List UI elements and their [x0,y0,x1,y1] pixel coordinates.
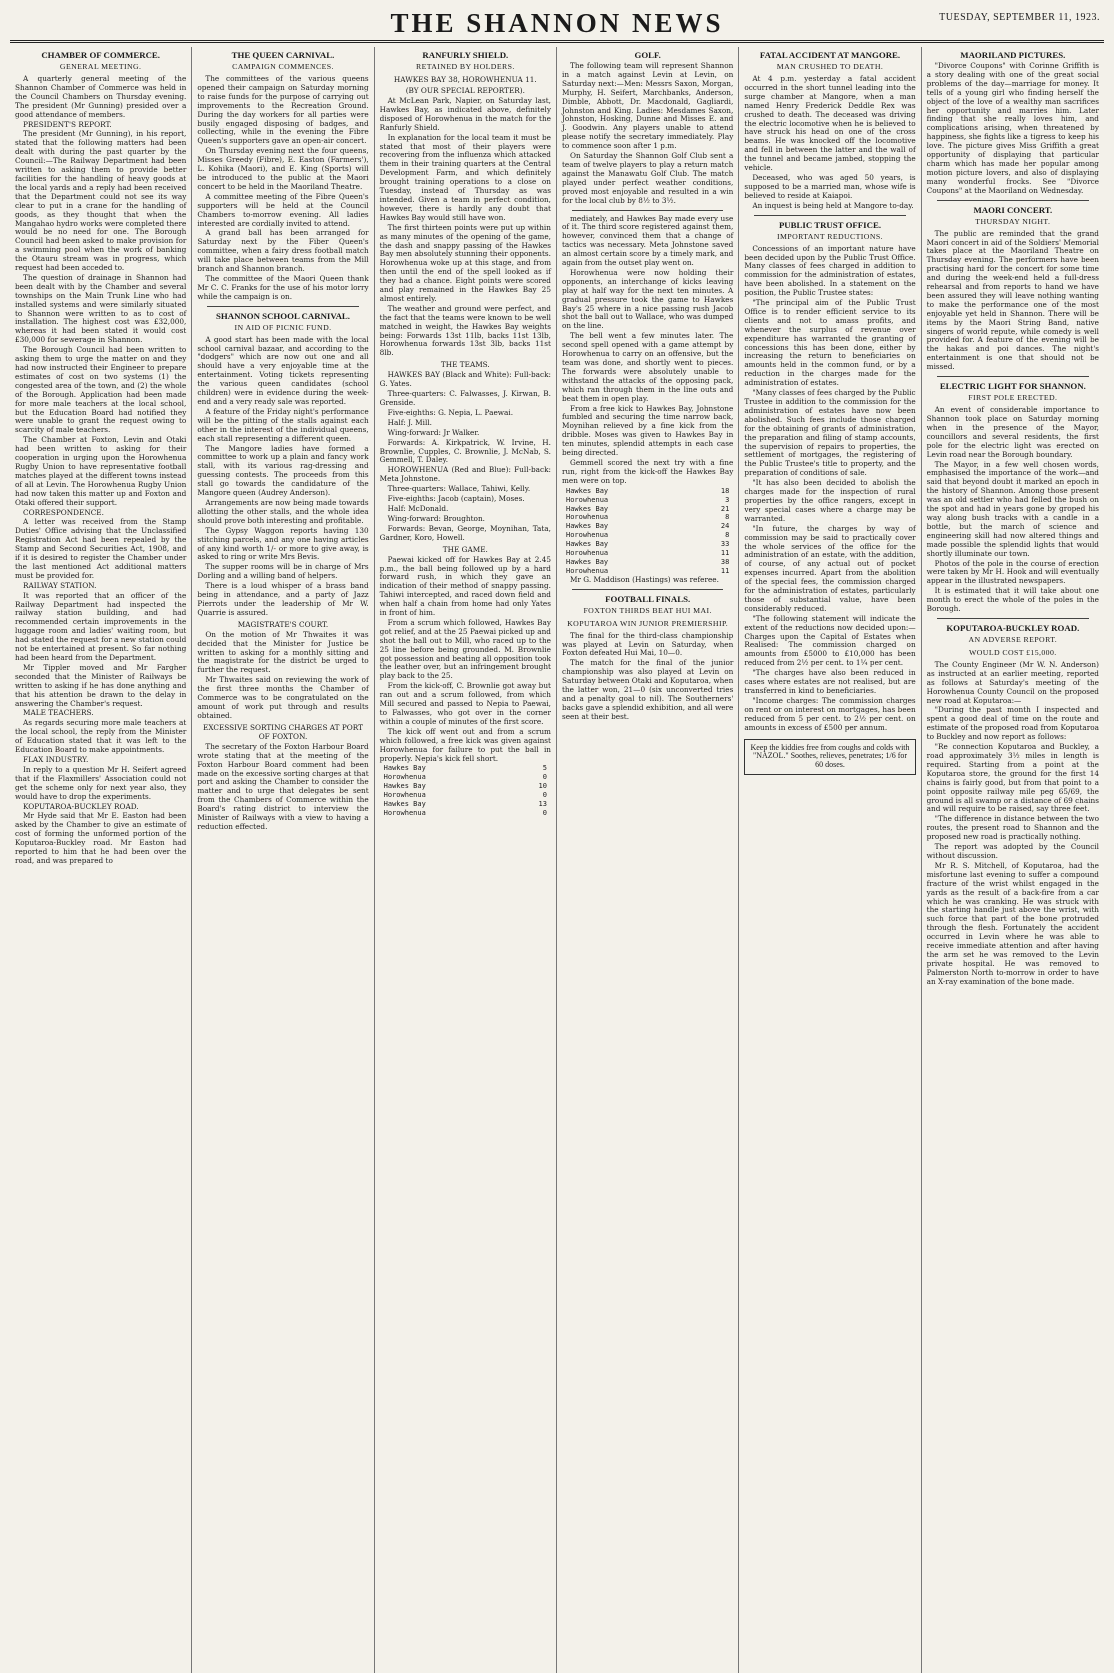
score-team: Hawkes Bay [565,522,609,531]
score-row [562,505,733,514]
divider [937,376,1089,377]
score-points: 33 [720,540,730,549]
article-headline: FOOTBALL FINALS. [605,593,691,604]
paragraph: Paewai kicked off for Hawkes Bay at 2.45 p.m., the ball being followed up by a hard forward rush, in which they gave an indication of their method of snappy passing. Tahiwi intercepted, and raced down field and when half a chain from home had only Yates in front of him. [379,554,551,618]
divider [572,210,723,211]
article-body [197,631,368,721]
score-table [380,764,551,817]
paragraph: Wing-forward: Broughton. [387,513,485,523]
article-headline: ELECTRIC LIGHT FOR SHANNON. [939,381,1086,392]
article-body [197,743,368,832]
article-body [197,75,368,302]
article-subhead: KOPUTAROA WIN JUNIOR PREMIERSHIP. [567,618,729,628]
divider [937,618,1089,619]
article-body [380,97,551,358]
paragraph: The first thirteen points were put up within as many minutes of the opening of the game, the dash and snappy passing of the Hawkes Bay men absolutely stunning their opponents. Horowhenua woke up at this stage, and from then until the end of the spell looked as if they had a chance. Eight points were scored and play remained in the Hawkes Bay 25 almost entirely. [379,222,551,303]
score-row [562,558,733,567]
paragraph: Mr Hyde said that Mr E. Easton had been asked by the Chamber to give an estimate of cost of forming the unformed portion of the Koputaroa-Buckley road. Mr Easton had reported to him that he had been over the road, and was prepared to [15,811,187,865]
score-row [380,791,551,800]
article-body [562,632,733,722]
paragraph: The match for the final of the junior championship was also played at Levin on Saturday between Otaki and Koputaroa, when the latter won, 21—0 (six unconverted tries and a penalty goal to nil). The Southerners' backs gave a splendid exhibition, and all were seen at their best. [561,658,734,721]
section-subhead: THE GAME. [442,544,488,554]
divider [572,589,723,590]
paragraph: The president (Mr Gunning), in his report, stated that the following matters had been dealt with during the past quarter by the Council:—The Railway Department had been written to asking them to provide better facilities for the handling of heavy goods at the local yards and a reply had been received that the Department could not see its way clear to put in a crane for the handling of goods, as they thought that when the Mangahao hydro works were completed there would be no need for one. The Borough Council had been asked to make provision for a swimming pool when the work of banking the Otauru stream was in progress, which request had been acceded to. [15,129,187,273]
paragraph: Mr Tippler moved and Mr Fargher seconded that the Minister of Railways be written to asking if he has done anything and that his attention be drawn to the delay in answering the Chamber's request. [15,662,187,708]
paragraph: Half: McDonald. [387,503,449,513]
score-team: Horowhenua [383,773,426,782]
paragraph: "Re connection Koputaroa and Buckley, a road approximately 3½ miles in length is required. Starting from a point at the Koputaroa store, the ground for the first 14 chains is fairly good, but from that point to a point opposite railway mile peg 65/69, the ground is all swamp or a distance of 69 chains and will require to be raised, say three feet. [926,742,1099,814]
score-team: Horowhenua [565,566,609,575]
columns [10,47,1104,1673]
score-team: Hawkes Bay [565,504,609,513]
paragraph: Mr R. S. Mitchell, of Koputaroa, had the misfortune last evening to suffer a compound fracture of the wrist whilst engaged in the yards as the result of a back-fire from a car which he was cranking. He was struck with the starting handle just above the wrist, with such force that part of the bone protruded through the flesh. Fortunately the accident occurred in Levin where he was able to receive immediate attention and after having the arm set he was removed to the Levin private hospital. He was removed to Palmerston North to-morrow in order to have an X-ray examination of the bone made. [926,860,1099,986]
paragraph: An inquest is being held at Mangore to-day. [752,200,914,210]
paragraph: HOROWHENUA (Red and Blue): Full-back: Meta Johnstone. [379,465,551,484]
paragraph: Forwards: Bevan, George, Moynihan, Tata, Gardner, Koro, Howell. [379,523,551,542]
column-5 [739,47,921,1673]
paragraph: The secretary of the Foxton Harbour Board wrote stating that at the meeting of the Foxton Harbour Board comment had been made on the excessive sorting charges at that port and asking the Chamber to consider the matter and to urge that delegates be sent from the Chambers of Commerce within the Board's rating district to interview the Minister of Railways with a view to having a reduction effected. [197,741,369,831]
paragraph: The Mayor, in a few well chosen words, emphasised the importance of the work—and said that beyond doubt it marked an epoch in the history of Shannon. Among those present was an old settler who had felled the bush on the spot and had in years gone by groped his way along bush tracks with a candle in a bottle, but the march of science and engineering skill had now altered things and made possible the splendid lights that would shortly illuminate our town. [926,459,1099,558]
paragraph: From a scrum which followed, Hawkes Bay got relief, and at the 25 Paewai picked up and shot the ball out to Mill, who raced up to the 25 line before being grounded. M. Brownlie got possession and beating all opposition took the leather over, but an infringement brought play back to the 25. [379,617,551,681]
paragraph: The supper rooms will be in charge of Mrs Dorling and a willing band of helpers. [197,562,369,581]
paragraph: HAWKES BAY (Black and White): Full-back: G. Yates. [379,370,551,389]
article-body [927,230,1099,373]
paragraph: A letter was received from the Stamp Duties' Office advising that the Unclassified Registration Act had been repealed by the Stamp and Second Securities Act, 1908, and if it is desired to register the Chamber under the last mentioned Act additional matters must be provided for. [15,517,187,580]
paragraph: Half: J. Mill. [387,417,432,427]
paragraph: "It has also been decided to abolish the charges made for the inspection of rural properties by the office rangers, except in very special cases where a charge may be warranted. [744,478,916,523]
score-points: 0 [542,773,547,782]
divider [754,215,905,216]
column-2 [192,47,374,1673]
score-points: 38 [720,557,730,566]
article-subhead: RETAINED BY HOLDERS. [415,62,515,71]
score-points: 3 [725,495,730,504]
paragraph: Three-quarters: Wallace, Tahiwi, Kelly. [387,484,531,494]
article-body [562,215,733,486]
article-subhead: IMPORTANT REDUCTIONS. [777,231,883,241]
article-headline: SHANNON SCHOOL CARNIVAL. [215,310,350,321]
divider [207,306,358,307]
paragraph: There is a loud whisper of a brass band being in attendance, and a party of Jazz Pierrots under the leadership of Mr W. Quarrie is assured. [197,581,369,617]
column-4 [557,47,739,1673]
article-subhead: MAN CRUSHED TO DEATH. [776,62,884,71]
score-team: Hawkes Bay [565,557,609,566]
article-headline: FATAL ACCIDENT AT MANGORE. [759,50,901,60]
article-subhead: CAMPAIGN COMMENCES. [232,62,334,71]
score-table [562,487,733,576]
paragraph: "The principal aim of the Public Trust Office is to render efficient service to its clients and not to amass profits, and whenever the surplus of revenue over expenditure has warranted the granting of concessions this has been done, either by increasing the return to beneficiaries on amounts held in the common fund, or by a reduction in the charges made for the administration of estates. [744,298,916,388]
article-body [927,661,1099,987]
paragraph: The Borough Council had been written to asking them to urge the matter on and they had now instructed their Engineer to prepare estimates of cost on two systems (1) the congested area of the town, and (2) the whole of the Borough. Application had been made for more male teachers at the local school, but the Education Board had notified they were unable to grant the request owing to scarcity of male teachers. [15,345,187,435]
column-6 [922,47,1104,1673]
issue-date: TUESDAY, SEPTEMBER 11, 1923. [939,12,1100,23]
score-points: 8 [725,531,730,540]
byline: (BY OUR SPECIAL REPORTER). [405,86,525,95]
paragraph: PRESIDENT'S REPORT. [23,119,112,129]
article-body [744,75,915,211]
score-points: 13 [538,800,547,809]
paragraph: FLAX INDUSTRY. [23,754,89,764]
paragraph: On Thursday evening next the four queens, Misses Greedy (Fibre), E. Easton (Farmers'), L. Kohika (Maori), and E. King (Sports) will be introduced to the public at the Maori concert to be held in the Maoriland Theatre. [197,146,369,191]
match-result: HAWKES BAY 38, HOROWHENUA 11. [393,75,537,84]
paragraph: The Gypsy Waggon reports having 130 stitching parcels, and any one having articles of any kind worth 1/- or more to give away, is asked to ring or write Mrs Bevis. [197,525,369,562]
score-row [562,540,733,549]
score-row [562,496,733,505]
paragraph: The bell went a few minutes later. The second spell opened with a game attempt by Horowhenua to carry on an offensive, but the team was done, and shortly went to pieces. The forwards were absolutely unable to withstand the attacks of the opposing pack, which ran through them in the line outs and beat them in open play. [561,331,734,403]
article-body [197,336,368,618]
section-subhead: EXCESSIVE SORTING CHARGES AT PORT OF FOXTON. [203,722,363,741]
paragraph: RAILWAY STATION. [23,580,97,590]
paragraph: The County Engineer (Mr W. N. Anderson) as instructed at an earlier meeting, reported as follows at Saturday's meeting of the Horowhenua County Council on the proposed new road at Koputaroa:— [926,659,1099,705]
paragraph: KOPUTAROA-BUCKLEY ROAD. [23,801,139,811]
column-1 [10,47,192,1673]
paragraph: "Many classes of fees charged by the Public Trustee in addition to the commission for the administration of estates have now been abolished. Such fees include those charged for the obtaining of grants of administration, the preparation and filing of stamp accounts, the supervision of repairs to properties, the settlement of mortgages, the registering of the Public Trustee's title to property, and the preparation of conditions of sale. [744,388,916,478]
paragraph: "The charges have also been reduced in cases where estates are not realised, but are transferred in kind to beneficiaries. [744,668,916,695]
score-team: Hawkes Bay [565,540,609,549]
paragraph: mediately, and Hawkes Bay made every use of it. The third score registered against them, however, convinced them that a change of tactics was necessary. Meta Johnstone saved an almost certain score by a timely mark, and again from the outset play went on. [561,213,734,268]
paragraph: Concessions of an important nature have been decided upon by the Public Trust Office. Many classes of fees charged in addition to commission for the administration of estates, have been abolished. In a statement on the position, the Public Trustee states: [744,243,916,298]
paragraph: Three-quarters: C. Falwasses, J. Kirwan, B. Grenside. [379,389,551,407]
score-team: Hawkes Bay [383,764,426,773]
article-subhead: AN ADVERSE REPORT. [968,634,1058,644]
score-team: Horowhenua [383,808,426,817]
paragraph: The weather and ground were perfect, and the fact that the teams were known to be well matched in weight, the Hawkes Bay weights being: Forwards 13st 11lb, backs 11st 13lb, Horowhenua forwards 13st 3lb, backs 11st 8lb. [379,303,551,358]
section-subhead: THE TEAMS. [440,360,490,370]
paragraph: The committee of the Maori Queen thank Mr C. C. Franks for the use of his motor lorry while the campaign is on. [197,273,369,301]
score-points: 10 [538,782,547,791]
paragraph: Mr Thwaites said on reviewing the work of the first three months the Chamber of Commerce was to be congratulated on the amount of work put through and results obtained. [197,675,369,720]
paragraph: At 4 p.m. yesterday a fatal accident occurred in the short tunnel leading into the surge chamber at Mangore, when a man named Henry Frederick Deddle Rex was crushed to death. The deceased was driving the electric locomotive when he is believed to have struck his head on one of the cross beams. He was knocked off the locomotive and fell in between the latter and the wall of the tunnel and became jambed, stopping the vehicle. [744,74,916,173]
paragraph: From the kick-off, C. Brownlie got away but ran out and a scrum followed, from which Mill secured and passed to Nepia to Paewai, to Falwasses, who got over in the corner within a couple of minutes of the first score. [379,681,551,726]
score-team: Horowhenua [565,495,609,504]
article-body [927,406,1099,614]
paragraph: The Chamber at Foxton, Levin and Otaki had been written to asking for their cooperation in urging upon the Horowhenua Rugby Union to have representative football matches played at the different towns instead of all at Levin. The Horowhenua Rugby Union had now taken this matter up and Foxton and Otaki offered their support. [15,435,187,507]
article-headline: CHAMBER OF COMMERCE. [41,50,160,60]
paragraph: An event of considerable importance to Shannon took place on Saturday morning when in the presence of the Mayor, councillors and several residents, the first pole for the electric light was erected on Levin road near the Borough boundary. [926,405,1099,459]
newspaper-title: THE SHANNON NEWS [390,8,724,38]
score-row [380,800,551,809]
paragraph: Five-eighths: G. Nepia, L. Paewai. [387,407,514,417]
score-row [380,809,551,818]
score-row [380,782,551,791]
paragraph: MALE TEACHERS. [23,708,94,718]
paragraph: A committee meeting of the Fibre Queen's supporters will be held at the Council Chambers to-morrow evening. All ladies interested are cordially invited to attend. [197,191,369,228]
paragraph: On Saturday the Shannon Golf Club sent a team of twelve players to play a return match against the Manawatu Golf Club. The match played under perfect weather conditions, proved most enjoyable and resulted in a win for the local club by 8½ to 3½. [561,151,734,205]
article-headline: MAORILAND PICTURES. [960,50,1066,60]
paragraph: Wing-forward: Jr Walker. [387,427,480,437]
article-body [927,62,1099,196]
score-team: Horowhenua [565,549,609,558]
paragraph: "The following statement will indicate the extent of the reductions now decided upon:—Charges upon the Capital of Estates when Realised: The commission charged on amounts from £5000 to £10,000 has been reduced from 2½ per cent. to 1¼ per cent. [744,613,916,668]
score-row [562,487,733,496]
score-row [562,549,733,558]
paragraph: The kick off went out and from a scrum which followed, a free kick was given against Horowhenua for failure to put the ball in properly. Nepia's kick fell short. [379,726,551,763]
paragraph: The report was adopted by the Council without discussion. [926,842,1099,860]
paragraph: "The difference in distance between the two routes, the present road to Shannon and the proposed new road is practically nothing. [926,814,1099,842]
score-team: Hawkes Bay [383,782,426,791]
article-body [744,245,915,733]
column-3 [375,47,557,1673]
article-subhead: WOULD COST £15,000. [969,647,1057,657]
paragraph: Gemmell scored the next try with a fine run, right from the kick-off the Hawkes Bay men were on top. [561,457,734,485]
article-body [562,62,733,206]
paragraph: Arrangements are now being made towards allotting the other stalls, and the whole idea should prove both interesting and profitable. [197,497,369,525]
article-headline: MAORI CONCERT. [973,204,1053,215]
article-subhead: FOXTON THIRDS BEAT HUI MAI. [583,605,712,615]
score-points: 11 [720,566,730,575]
article-subhead: GENERAL MEETING. [59,62,142,71]
score-points: 21 [720,504,730,513]
article-subhead: IN AID OF PICNIC FUND. [234,322,332,332]
score-row [562,513,733,522]
paragraph: "Divorce Coupons" with Corinne Griffith is a story dealing with one of the great social problems of the day—marriage for money. It tells of a young girl who finding herself the object of the love of a wealthy man sacrifices her opportunity and marries him. Later finding that she really loves him, and complications arising, when threatened by happiness, she fights like a tigress to keep his love. The picture gives Miss Griffith a great opportunity of displaying that particular charm which has made her popular among motion picture lovers, and also of displaying many wonderful frocks. See "Divorce Coupons" at the Maoriland on Wednesday. [926,61,1099,195]
article-body [15,75,186,866]
paragraph: A grand ball has been arranged for Saturday next by the Fiber Queen's committee, when a fairy dress football match will take place between teams from the Mill branch and Shannon branch. [197,228,369,274]
score-points: 24 [720,522,730,531]
paragraph: As regards securing more male teachers at the local school, the reply from the Minister of Education stated that it was left to the Education Board to make appointments. [15,718,187,755]
score-points: 0 [542,791,547,800]
article-headline: THE QUEEN CARNIVAL. [231,50,335,60]
score-team: Horowhenua [383,791,426,800]
paragraph: In explanation for the local team it must be stated that most of their players were recovering from the influenza which attacked them in their training quarters at the Central Development Farm, and which definitely brought training operations to a close on Tuesday, instead of Thursday as was intended. Given a team in perfect condition, however, there is hardly any doubt that Hawkes Bay would still have won. [379,132,551,222]
paragraph: "Income charges: The commission charges on rent or on interest on mortgages, has been reduced from 5 per cent. to 2½ per cent. on amounts in excess of £500 per annum. [744,695,916,732]
score-row [562,522,733,531]
paragraph: A quarterly general meeting of the Shannon Chamber of Commerce was held in the Council Chambers on Thursday evening. The president (Mr Gunning) presided over a good attendance of members. [15,74,187,119]
paragraph: The committees of the various queens opened their campaign on Saturday morning to raise funds for the purpose of carrying out improvements to the Recreation Ground. During the day workers for all parties were busily engaged disposing of badges, and collecting, while in the evening the Fibre Queen's supporters gave an open-air concert. [197,74,369,146]
paragraph: The public are reminded that the grand Maori concert in aid of the Soldiers' Memorial takes place at the Maoriland Theatre on Thursday evening. The performers have been practising hard for the concert for some time and during the week-end held a full-dress rehearsal and from reports to hand we have been assured they will leave nothing wanting to make the performance one of the most enjoyable yet held in Shannon. There will be items by the Maori String Band, native singers of world repute, while comedy is well provided for. A feature of the evening will be the hakas and poi dances. The night's entertainment is one that should not be missed. [926,228,1099,372]
team-list [380,371,551,542]
paragraph: CORRESPONDENCE. [23,507,104,517]
paragraph: At McLean Park, Napier, on Saturday last, Hawkes Bay, as indicated above, definitely disposed of Horowhenua in the match for the Ranfurly Shield. [379,96,551,132]
score-points: 0 [542,808,547,817]
paragraph: Forwards: A. Kirkpatrick, W. Irvine, H. Brownlie, Cupples, C. Brownlie, J. McNab, S. Gemmell, T. Daley. [379,437,551,465]
divider [937,200,1089,201]
score-row [380,773,551,782]
paragraph: Horowhenua were now holding their opponents, an interchange of kicks leaving play at half way for the next ten minutes. A gradual pressure took the game to Hawkes Bay's 25 where in a nice passing rush Jacob shot the ball out to Wallace, who was dumped on the line. [561,267,734,331]
paragraph: The question of drainage in Shannon had been dealt with by the Chamber and several townships on the Main Trunk Line who had installed systems and were similarly situated to Shannon were written to as to cost of installation. The highest cost was £32,000, whereas it had been stated it would cost £30,000 for sewerage in Shannon. [15,272,187,345]
score-team: Horowhenua [565,513,609,522]
score-team: Hawkes Bay [565,486,609,495]
article-headline: RANFURLY SHIELD. [422,50,509,60]
score-team: Hawkes Bay [383,800,426,809]
advertisement: Keep the kiddies free from coughs and colds with "NAZOL." Soothes, relieves, penetrates; 1/6 for 60 doses. [744,739,915,776]
score-row [380,764,551,773]
score-points: 8 [725,513,730,522]
paragraph: It is estimated that it will take about one month to erect the whole of the poles in the Borough. [926,586,1099,614]
referee-line: Mr G. Maddison (Hastings) was referee. [569,574,719,584]
paragraph: A feature of the Friday night's performance will be the pitting of the stalls against each other in the interest of the individual queens, each stall representing a different queen. [197,406,369,443]
paragraph: A good start has been made with the local school carnival bazaar, and according to the "dodgers" which are now out one and all should have a very enjoyable time at the entertainment. Voting tickets representing the various queen candidates (school children) were in evidence during the week-end and a very ready sale was reported. [197,334,369,406]
paragraph: "In future, the charges by way of commission may be said to practically cover the whole services of the office for the administration of an estate, with the addition, of course, of any actual out of pocket expenses incurred. Apart from the abolition of the special fees, the commission charged for the administration of estates, particularly those of substantial value, have been considerably reduced. [744,523,916,613]
paragraph: The final for the third-class championship was played at Levin on Saturday, when Foxton defeated Hui Mai, 10—0. [561,630,734,658]
article-headline: KOPUTAROA-BUCKLEY ROAD. [946,622,1080,633]
paragraph: Deceased, who was aged 50 years, is supposed to be a married man, whose wife is believed to reside at Kaiapoi. [744,172,916,200]
paragraph: From a free kick to Hawkes Bay, Johnstone fumbled and securing the time narrow back, Moynihan relieved by a fine kick from the dribble. Moses was given to Hawkes Bay in ten minutes, splendid attempts in each case being directed. [561,403,734,458]
masthead [10,6,1104,43]
section-subhead: MAGISTRATE'S COURT. [237,619,329,629]
score-row [562,531,733,540]
article-subhead: THURSDAY NIGHT. [975,216,1051,226]
score-team: Horowhenua [565,531,609,540]
score-points: 11 [720,549,730,558]
score-points: 18 [720,486,730,495]
paragraph: The following team will represent Shannon in a match against Levin at Levin, on Saturday next:—Men: Messrs Saxon, Morgan, Murphy, H. Seifert, Marchbanks, Anderson, Dimble, Abbott, Dr. Macdonald, Gagliardi, Johnston and King. Ladies: Mesdames Saxon, Johnston, Hosking, Dunne and Misses E. and J. Goodwin. Any players unable to attend please notify the secretary immediately. Play to commence soon after 1 p.m. [561,61,734,151]
paragraph: Five-eighths: Jacob (captain), Moses. [387,494,525,504]
paragraph: It was reported that an officer of the Railway Department had inspected the railway station building, and had recommended certain improvements in the luggage room and ladies' waiting room, but had stated the request for a new station could not be entertained at present. So far nothing had been heard from the Department. [15,590,187,662]
article-headline: PUBLIC TRUST OFFICE. [778,219,882,230]
article-body [380,556,551,764]
paragraph: The Mangore ladies have formed a committee to work up a plain and fancy work stall, with its various rag-dressing and guessing contests. The proceeds from this stall go towards the candidature of the Mangore queen (Audrey Anderson). [197,443,369,498]
score-points: 5 [542,764,547,773]
article-subhead: FIRST POLE ERECTED. [968,393,1058,403]
paragraph: In reply to a question Mr H. Seifert agreed that if the Flaxmillers' Association could not get the scheme only for next year also, they would have to drop the experiments. [15,764,187,801]
paragraph: On the motion of Mr Thwaites it was decided that the Minister for Justice be written to asking for a monthly sitting and the magistrate for the district be urged to further the request. [197,629,369,675]
article-headline: GOLF. [634,50,661,60]
paragraph: Photos of the pole in the course of erection were taken by Mr H. Hook and will eventually appear in the illustrated newspapers. [926,558,1099,586]
paragraph: "During the past month I inspected and spent a good deal of time on the route and estimate of the proposed road from Koputaroa to Buckley and now report as follows: [926,705,1099,742]
